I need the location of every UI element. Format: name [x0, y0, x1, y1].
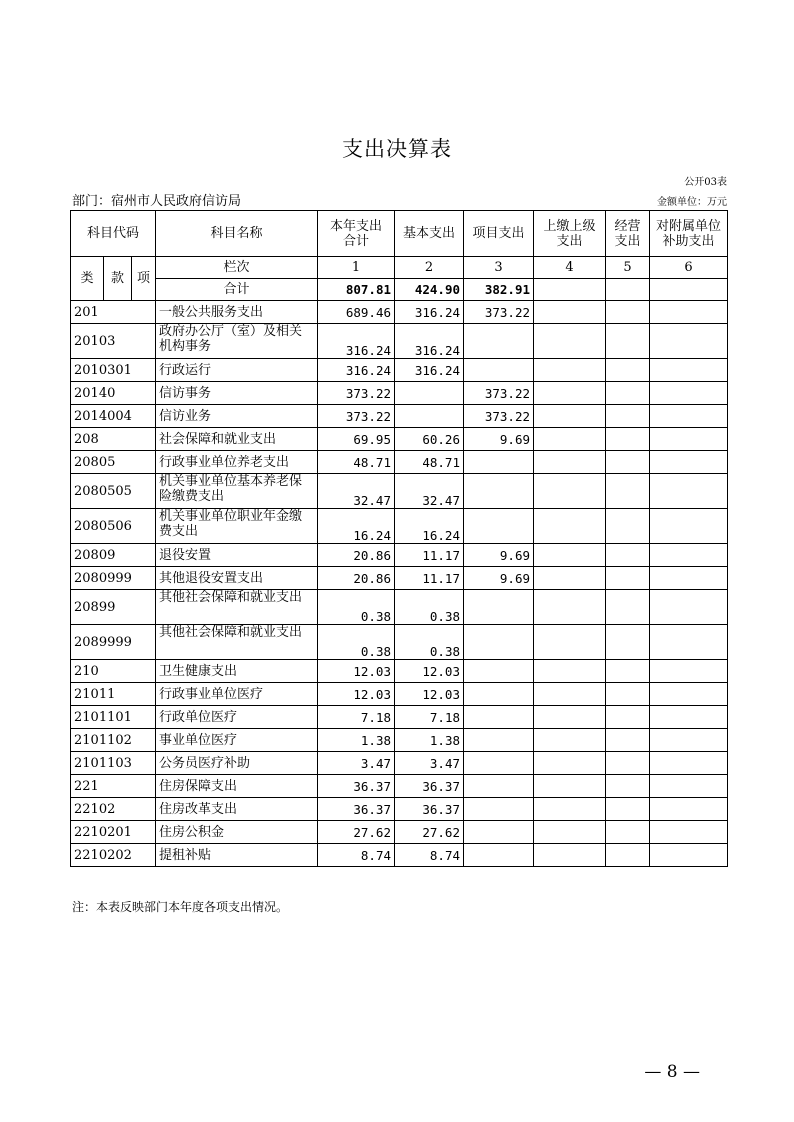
project-expenditure — [464, 775, 534, 798]
table-row — [71, 844, 728, 867]
basic-expenditure: 12.03 — [395, 660, 464, 683]
basic-expenditure — [395, 405, 464, 428]
col-number: 2 — [395, 257, 464, 279]
total-expenditure: 16.24 — [318, 509, 395, 544]
project-expenditure — [464, 752, 534, 775]
subsidy-expenditure — [650, 509, 728, 544]
total-expenditure: 32.47 — [318, 474, 395, 509]
basic-expenditure: 11.17 — [395, 544, 464, 567]
total-expenditure: 12.03 — [318, 660, 395, 683]
subsidy-expenditure — [650, 405, 728, 428]
subsidy-expenditure — [650, 625, 728, 660]
upper-expenditure — [534, 405, 606, 428]
total-expenditure: 36.37 — [318, 775, 395, 798]
project-expenditure — [464, 359, 534, 382]
header-xiang: 项 — [132, 257, 156, 301]
col-number: 5 — [606, 257, 650, 279]
subject-code: 2080506 — [71, 509, 156, 544]
project-expenditure: 373.22 — [464, 405, 534, 428]
total-expenditure: 8.74 — [318, 844, 395, 867]
col-number: 4 — [534, 257, 606, 279]
upper-expenditure — [534, 660, 606, 683]
subject-code: 22102 — [71, 798, 156, 821]
upper-expenditure — [534, 382, 606, 405]
header-business: 经营 支出 — [606, 211, 650, 257]
subject-name: 住房公积金 — [156, 821, 318, 844]
upper-expenditure — [534, 474, 606, 509]
subject-name: 机关事业单位基本养老保险缴费支出 — [156, 474, 318, 509]
subsidy-expenditure — [650, 798, 728, 821]
project-expenditure — [464, 729, 534, 752]
business-expenditure — [606, 567, 650, 590]
header-upper: 上缴上级 支出 — [534, 211, 606, 257]
basic-expenditure: 316.24 — [395, 324, 464, 359]
header-lei: 类 — [71, 257, 104, 301]
project-expenditure: 373.22 — [464, 382, 534, 405]
project-expenditure: 373.22 — [464, 301, 534, 324]
total-label: 合计 — [156, 279, 318, 301]
subject-code: 201 — [71, 301, 156, 324]
upper-expenditure — [534, 706, 606, 729]
basic-expenditure: 16.24 — [395, 509, 464, 544]
expenditure-table — [70, 210, 728, 867]
project-expenditure — [464, 844, 534, 867]
basic-expenditure: 48.71 — [395, 451, 464, 474]
table-row — [71, 382, 728, 405]
subsidy-expenditure — [650, 428, 728, 451]
subject-code: 2080999 — [71, 567, 156, 590]
total-expenditure: 7.18 — [318, 706, 395, 729]
subsidy-expenditure — [650, 324, 728, 359]
subject-name: 行政事业单位养老支出 — [156, 451, 318, 474]
header-lanci: 栏次 — [156, 257, 318, 279]
table-row — [71, 752, 728, 775]
total-value: 424.90 — [395, 279, 464, 301]
total-expenditure: 373.22 — [318, 382, 395, 405]
project-expenditure — [464, 324, 534, 359]
header-row-1 — [71, 211, 728, 257]
subsidy-expenditure — [650, 775, 728, 798]
subject-name: 信访业务 — [156, 405, 318, 428]
header-code: 科目代码 — [71, 211, 156, 257]
business-expenditure — [606, 359, 650, 382]
subsidy-expenditure — [650, 544, 728, 567]
upper-expenditure — [534, 844, 606, 867]
table-row — [71, 683, 728, 706]
total-expenditure: 0.38 — [318, 625, 395, 660]
upper-expenditure — [534, 775, 606, 798]
subsidy-expenditure — [650, 821, 728, 844]
business-expenditure — [606, 544, 650, 567]
basic-expenditure: 1.38 — [395, 729, 464, 752]
subject-name: 机关事业单位职业年金缴费支出 — [156, 509, 318, 544]
business-expenditure — [606, 324, 650, 359]
header-basic: 基本支出 — [395, 211, 464, 257]
total-value — [606, 279, 650, 301]
upper-expenditure — [534, 625, 606, 660]
upper-expenditure — [534, 359, 606, 382]
business-expenditure — [606, 821, 650, 844]
total-expenditure: 20.86 — [318, 567, 395, 590]
business-expenditure — [606, 683, 650, 706]
subject-code: 20809 — [71, 544, 156, 567]
total-expenditure: 1.38 — [318, 729, 395, 752]
subject-code: 2089999 — [71, 625, 156, 660]
business-expenditure — [606, 729, 650, 752]
table-row — [71, 509, 728, 544]
header-kuan: 款 — [104, 257, 132, 301]
subsidy-expenditure — [650, 660, 728, 683]
basic-expenditure: 316.24 — [395, 359, 464, 382]
basic-expenditure: 36.37 — [395, 798, 464, 821]
subject-name: 其他社会保障和就业支出 — [156, 625, 318, 660]
table-row — [71, 706, 728, 729]
total-expenditure: 69.95 — [318, 428, 395, 451]
subject-name: 其他社会保障和就业支出 — [156, 590, 318, 625]
business-expenditure — [606, 752, 650, 775]
subsidy-expenditure — [650, 844, 728, 867]
project-expenditure — [464, 821, 534, 844]
basic-expenditure: 8.74 — [395, 844, 464, 867]
table-row — [71, 544, 728, 567]
total-expenditure: 373.22 — [318, 405, 395, 428]
col-number: 1 — [318, 257, 395, 279]
business-expenditure — [606, 844, 650, 867]
subject-code: 2101101 — [71, 706, 156, 729]
upper-expenditure — [534, 798, 606, 821]
table-row — [71, 660, 728, 683]
business-expenditure — [606, 301, 650, 324]
page-number: — 8 — — [644, 1062, 700, 1082]
subject-name: 住房保障支出 — [156, 775, 318, 798]
subsidy-expenditure — [650, 706, 728, 729]
basic-expenditure: 27.62 — [395, 821, 464, 844]
table-row — [71, 625, 728, 660]
upper-expenditure — [534, 301, 606, 324]
basic-expenditure: 0.38 — [395, 590, 464, 625]
header-row-2 — [71, 257, 728, 279]
table-row — [71, 729, 728, 752]
header-total: 本年支出 合计 — [318, 211, 395, 257]
project-expenditure: 9.69 — [464, 567, 534, 590]
subject-code: 20103 — [71, 324, 156, 359]
basic-expenditure: 36.37 — [395, 775, 464, 798]
subject-name: 行政运行 — [156, 359, 318, 382]
table-row — [71, 359, 728, 382]
total-expenditure: 0.38 — [318, 590, 395, 625]
basic-expenditure: 32.47 — [395, 474, 464, 509]
total-expenditure: 12.03 — [318, 683, 395, 706]
table-row — [71, 301, 728, 324]
form-number: 公开03表 — [684, 177, 727, 188]
table-row — [71, 567, 728, 590]
subsidy-expenditure — [650, 567, 728, 590]
col-number: 6 — [650, 257, 728, 279]
upper-expenditure — [534, 683, 606, 706]
business-expenditure — [606, 798, 650, 821]
project-expenditure — [464, 683, 534, 706]
subject-name: 其他退役安置支出 — [156, 567, 318, 590]
project-expenditure: 9.69 — [464, 544, 534, 567]
project-expenditure — [464, 474, 534, 509]
subject-name: 退役安置 — [156, 544, 318, 567]
subject-code: 2014004 — [71, 405, 156, 428]
subject-code: 208 — [71, 428, 156, 451]
subject-name: 事业单位医疗 — [156, 729, 318, 752]
table-row — [71, 775, 728, 798]
total-value — [650, 279, 728, 301]
business-expenditure — [606, 451, 650, 474]
basic-expenditure: 0.38 — [395, 625, 464, 660]
total-expenditure: 316.24 — [318, 324, 395, 359]
total-value: 807.81 — [318, 279, 395, 301]
subject-name: 信访事务 — [156, 382, 318, 405]
project-expenditure — [464, 660, 534, 683]
basic-expenditure: 12.03 — [395, 683, 464, 706]
total-expenditure: 3.47 — [318, 752, 395, 775]
subject-code: 2210202 — [71, 844, 156, 867]
upper-expenditure — [534, 752, 606, 775]
project-expenditure — [464, 798, 534, 821]
subject-code: 21011 — [71, 683, 156, 706]
total-expenditure: 36.37 — [318, 798, 395, 821]
business-expenditure — [606, 625, 650, 660]
upper-expenditure — [534, 729, 606, 752]
basic-expenditure: 3.47 — [395, 752, 464, 775]
total-expenditure: 48.71 — [318, 451, 395, 474]
total-expenditure: 689.46 — [318, 301, 395, 324]
project-expenditure — [464, 706, 534, 729]
subject-name: 公务员医疗补助 — [156, 752, 318, 775]
business-expenditure — [606, 405, 650, 428]
upper-expenditure — [534, 567, 606, 590]
upper-expenditure — [534, 509, 606, 544]
table-row — [71, 451, 728, 474]
subject-name: 行政单位医疗 — [156, 706, 318, 729]
subject-name: 提租补贴 — [156, 844, 318, 867]
table-row — [71, 428, 728, 451]
subsidy-expenditure — [650, 451, 728, 474]
basic-expenditure: 11.17 — [395, 567, 464, 590]
basic-expenditure: 60.26 — [395, 428, 464, 451]
amount-unit-label: 金额单位：万元 — [657, 197, 727, 208]
page-title: 支出决算表 — [342, 137, 452, 161]
business-expenditure — [606, 660, 650, 683]
department-label: 部门：宿州市人民政府信访局 — [72, 194, 242, 209]
subsidy-expenditure — [650, 683, 728, 706]
table-row — [71, 324, 728, 359]
upper-expenditure — [534, 324, 606, 359]
header-project: 项目支出 — [464, 211, 534, 257]
subsidy-expenditure — [650, 474, 728, 509]
subject-code: 2101102 — [71, 729, 156, 752]
subsidy-expenditure — [650, 590, 728, 625]
table-row — [71, 474, 728, 509]
subsidy-expenditure — [650, 382, 728, 405]
basic-expenditure: 7.18 — [395, 706, 464, 729]
subject-name: 政府办公厅（室）及相关机构事务 — [156, 324, 318, 359]
upper-expenditure — [534, 821, 606, 844]
total-expenditure: 316.24 — [318, 359, 395, 382]
total-expenditure: 20.86 — [318, 544, 395, 567]
subject-code: 20140 — [71, 382, 156, 405]
total-value — [534, 279, 606, 301]
subject-code: 20899 — [71, 590, 156, 625]
basic-expenditure — [395, 382, 464, 405]
subject-name: 一般公共服务支出 — [156, 301, 318, 324]
subject-name: 卫生健康支出 — [156, 660, 318, 683]
upper-expenditure — [534, 451, 606, 474]
business-expenditure — [606, 428, 650, 451]
basic-expenditure: 316.24 — [395, 301, 464, 324]
business-expenditure — [606, 706, 650, 729]
subject-code: 2080505 — [71, 474, 156, 509]
business-expenditure — [606, 590, 650, 625]
table-row — [71, 590, 728, 625]
header-name: 科目名称 — [156, 211, 318, 257]
upper-expenditure — [534, 544, 606, 567]
subsidy-expenditure — [650, 752, 728, 775]
project-expenditure — [464, 451, 534, 474]
total-value: 382.91 — [464, 279, 534, 301]
business-expenditure — [606, 382, 650, 405]
subject-code: 2210201 — [71, 821, 156, 844]
subsidy-expenditure — [650, 729, 728, 752]
header-subsidy: 对附属单位 补助支出 — [650, 211, 728, 257]
business-expenditure — [606, 509, 650, 544]
total-row — [71, 279, 728, 301]
subject-name: 行政事业单位医疗 — [156, 683, 318, 706]
table-row — [71, 821, 728, 844]
subject-code: 20805 — [71, 451, 156, 474]
subsidy-expenditure — [650, 301, 728, 324]
subject-code: 2010301 — [71, 359, 156, 382]
total-expenditure: 27.62 — [318, 821, 395, 844]
business-expenditure — [606, 775, 650, 798]
table-note: 注：本表反映部门本年度各项支出情况。 — [72, 900, 289, 914]
project-expenditure: 9.69 — [464, 428, 534, 451]
upper-expenditure — [534, 428, 606, 451]
upper-expenditure — [534, 590, 606, 625]
business-expenditure — [606, 474, 650, 509]
subject-code: 210 — [71, 660, 156, 683]
subject-code: 2101103 — [71, 752, 156, 775]
project-expenditure — [464, 590, 534, 625]
project-expenditure — [464, 625, 534, 660]
col-number: 3 — [464, 257, 534, 279]
subject-code: 221 — [71, 775, 156, 798]
table-row — [71, 798, 728, 821]
subsidy-expenditure — [650, 359, 728, 382]
subject-name: 住房改革支出 — [156, 798, 318, 821]
project-expenditure — [464, 509, 534, 544]
subject-name: 社会保障和就业支出 — [156, 428, 318, 451]
table-row — [71, 405, 728, 428]
